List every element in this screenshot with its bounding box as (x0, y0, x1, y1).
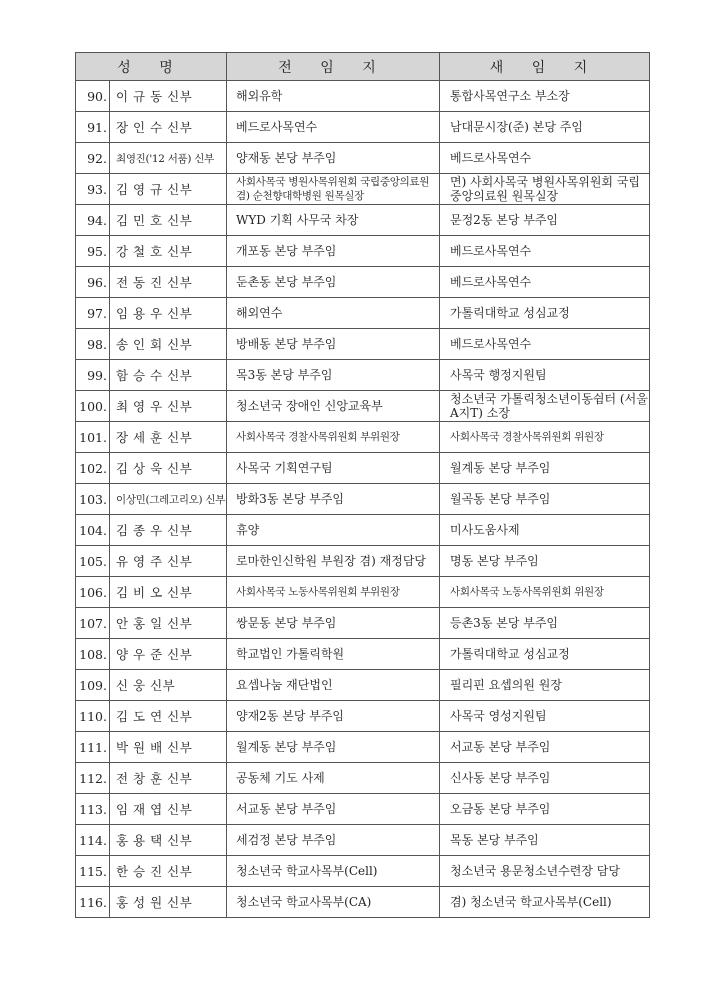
row-number: 105. (76, 546, 110, 577)
header-previous-post: 전 임 지 (227, 53, 440, 81)
row-number: 112. (76, 763, 110, 794)
row-number: 93. (76, 174, 110, 205)
priest-name: 최 영 우 신부 (110, 391, 227, 422)
previous-post: 세검정 본당 부주임 (227, 825, 440, 856)
row-number: 115. (76, 856, 110, 887)
new-post: 목동 본당 부주임 (440, 825, 650, 856)
table-row (76, 143, 650, 174)
table-row (76, 856, 650, 887)
table-row (76, 236, 650, 267)
new-post: 월계동 본당 부주임 (440, 453, 650, 484)
row-number: 95. (76, 236, 110, 267)
table-row (76, 391, 650, 422)
previous-post: 사회사목국 병원사목위원회 국립중앙의료원 겸) 순천향대학병원 원목실장 (227, 174, 440, 205)
row-number: 94. (76, 205, 110, 236)
priest-name: 양 우 준 신부 (110, 639, 227, 670)
header-name: 성 명 (76, 53, 227, 81)
previous-post: 목3동 본당 부주임 (227, 360, 440, 391)
priest-name: 김 영 규 신부 (110, 174, 227, 205)
priest-name: 홍 성 원 신부 (110, 887, 227, 918)
previous-post: 양재2동 본당 부주임 (227, 701, 440, 732)
previous-post: 양재동 본당 부주임 (227, 143, 440, 174)
new-post: 사회사목국 경찰사목위원회 위원장 (440, 422, 650, 453)
row-number: 109. (76, 670, 110, 701)
row-number: 114. (76, 825, 110, 856)
previous-post: 휴양 (227, 515, 440, 546)
table-row (76, 81, 650, 112)
priest-name: 유 영 주 신부 (110, 546, 227, 577)
table-row (76, 887, 650, 918)
row-number: 97. (76, 298, 110, 329)
priest-name: 임 용 우 신부 (110, 298, 227, 329)
table-row (76, 577, 650, 608)
row-number: 100. (76, 391, 110, 422)
previous-post: 개포동 본당 부주임 (227, 236, 440, 267)
previous-post: 사목국 기획연구팀 (227, 453, 440, 484)
table-row (76, 763, 650, 794)
row-number: 102. (76, 453, 110, 484)
row-number: 90. (76, 81, 110, 112)
new-post: 사회사목국 노동사목위원회 위원장 (440, 577, 650, 608)
row-number: 98. (76, 329, 110, 360)
table-row (76, 422, 650, 453)
priest-name: 김 상 욱 신부 (110, 453, 227, 484)
table-row (76, 298, 650, 329)
table-row (76, 701, 650, 732)
new-post: 베드로사목연수 (440, 143, 650, 174)
previous-post: 둔촌동 본당 부주임 (227, 267, 440, 298)
table-row (76, 825, 650, 856)
new-post: 베드로사목연수 (440, 329, 650, 360)
row-number: 101. (76, 422, 110, 453)
table-row (76, 608, 650, 639)
priest-name: 장 인 수 신부 (110, 112, 227, 143)
previous-post: WYD 기획 사무국 차장 (227, 205, 440, 236)
table-row (76, 484, 650, 515)
table-row (76, 360, 650, 391)
table-row (76, 546, 650, 577)
row-number: 92. (76, 143, 110, 174)
previous-post: 쌍문동 본당 부주임 (227, 608, 440, 639)
priest-name: 김 종 우 신부 (110, 515, 227, 546)
table-row (76, 329, 650, 360)
row-number: 111. (76, 732, 110, 763)
row-number: 108. (76, 639, 110, 670)
new-post: 신사동 본당 부주임 (440, 763, 650, 794)
new-post: 오금동 본당 부주임 (440, 794, 650, 825)
table-row (76, 267, 650, 298)
previous-post: 방배동 본당 부주임 (227, 329, 440, 360)
priest-name: 안 홍 일 신부 (110, 608, 227, 639)
previous-post: 학교법인 가톨릭학원 (227, 639, 440, 670)
new-post: 월곡동 본당 부주임 (440, 484, 650, 515)
appointments-table (75, 52, 650, 918)
previous-post: 청소년국 학교사목부(Cell) (227, 856, 440, 887)
priest-name: 김 비 오 신부 (110, 577, 227, 608)
previous-post: 청소년국 학교사목부(CA) (227, 887, 440, 918)
previous-post: 해외유학 (227, 81, 440, 112)
row-number: 91. (76, 112, 110, 143)
header-row (76, 53, 650, 81)
table-row (76, 205, 650, 236)
table-row (76, 732, 650, 763)
priest-name: 송 인 회 신부 (110, 329, 227, 360)
priest-name: 김 민 호 신부 (110, 205, 227, 236)
table-row (76, 515, 650, 546)
new-post: 면) 사회사목국 병원사목위원회 국립중앙의료원 원목실장 (440, 174, 650, 205)
previous-post: 해외연수 (227, 298, 440, 329)
priest-name: 장 세 훈 신부 (110, 422, 227, 453)
row-number: 116. (76, 887, 110, 918)
priest-name: 함 승 수 신부 (110, 360, 227, 391)
priest-name: 박 원 배 신부 (110, 732, 227, 763)
new-post: 청소년국 가톨릭청소년이동쉼터 (서울A지T) 소장 (440, 391, 650, 422)
previous-post: 베드로사목연수 (227, 112, 440, 143)
new-post: 필리핀 요셉의원 원장 (440, 670, 650, 701)
row-number: 110. (76, 701, 110, 732)
priest-name: 강 철 호 신부 (110, 236, 227, 267)
new-post: 사목국 행정지원팀 (440, 360, 650, 391)
new-post: 청소년국 용문청소년수련장 담당 (440, 856, 650, 887)
row-number: 99. (76, 360, 110, 391)
table-row (76, 639, 650, 670)
previous-post: 서교동 본당 부주임 (227, 794, 440, 825)
previous-post: 청소년국 장애인 신앙교육부 (227, 391, 440, 422)
row-number: 104. (76, 515, 110, 546)
new-post: 문정2동 본당 부주임 (440, 205, 650, 236)
priest-name: 신 웅 신부 (110, 670, 227, 701)
new-post: 사목국 영성지원팀 (440, 701, 650, 732)
priest-name: 김 도 연 신부 (110, 701, 227, 732)
previous-post: 사회사목국 경찰사목위원회 부위원장 (227, 422, 440, 453)
new-post: 겸) 청소년국 학교사목부(Cell) (440, 887, 650, 918)
priest-name: 이 규 동 신부 (110, 81, 227, 112)
previous-post: 요셉나눔 재단법인 (227, 670, 440, 701)
priest-name: 홍 용 택 신부 (110, 825, 227, 856)
previous-post: 월계동 본당 부주임 (227, 732, 440, 763)
table-row (76, 112, 650, 143)
priest-name: 한 승 진 신부 (110, 856, 227, 887)
previous-post: 방화3동 본당 부주임 (227, 484, 440, 515)
row-number: 113. (76, 794, 110, 825)
new-post: 가톨릭대학교 성심교정 (440, 639, 650, 670)
new-post: 베드로사목연수 (440, 267, 650, 298)
table-row (76, 174, 650, 205)
row-number: 107. (76, 608, 110, 639)
new-post: 명동 본당 부주임 (440, 546, 650, 577)
priest-name: 임 재 엽 신부 (110, 794, 227, 825)
previous-post: 사회사목국 노동사목위원회 부위원장 (227, 577, 440, 608)
new-post: 통합사목연구소 부소장 (440, 81, 650, 112)
header-new-post: 새 임 지 (440, 53, 650, 81)
priest-name: 전 창 훈 신부 (110, 763, 227, 794)
priest-name: 이상민(그레고리오) 신부 (110, 484, 227, 515)
priest-name: 전 동 진 신부 (110, 267, 227, 298)
previous-post: 공동체 기도 사제 (227, 763, 440, 794)
new-post: 서교동 본당 부주임 (440, 732, 650, 763)
new-post: 등촌3동 본당 부주임 (440, 608, 650, 639)
previous-post: 로마한인신학원 부원장 겸) 재정담당 (227, 546, 440, 577)
new-post: 미사도움사제 (440, 515, 650, 546)
new-post: 가톨릭대학교 성심교정 (440, 298, 650, 329)
row-number: 106. (76, 577, 110, 608)
row-number: 96. (76, 267, 110, 298)
table-row (76, 453, 650, 484)
new-post: 남대문시장(준) 본당 주임 (440, 112, 650, 143)
row-number: 103. (76, 484, 110, 515)
priest-name: 최영진('12 서품) 신부 (110, 143, 227, 174)
table-row (76, 794, 650, 825)
new-post: 베드로사목연수 (440, 236, 650, 267)
table-row (76, 670, 650, 701)
